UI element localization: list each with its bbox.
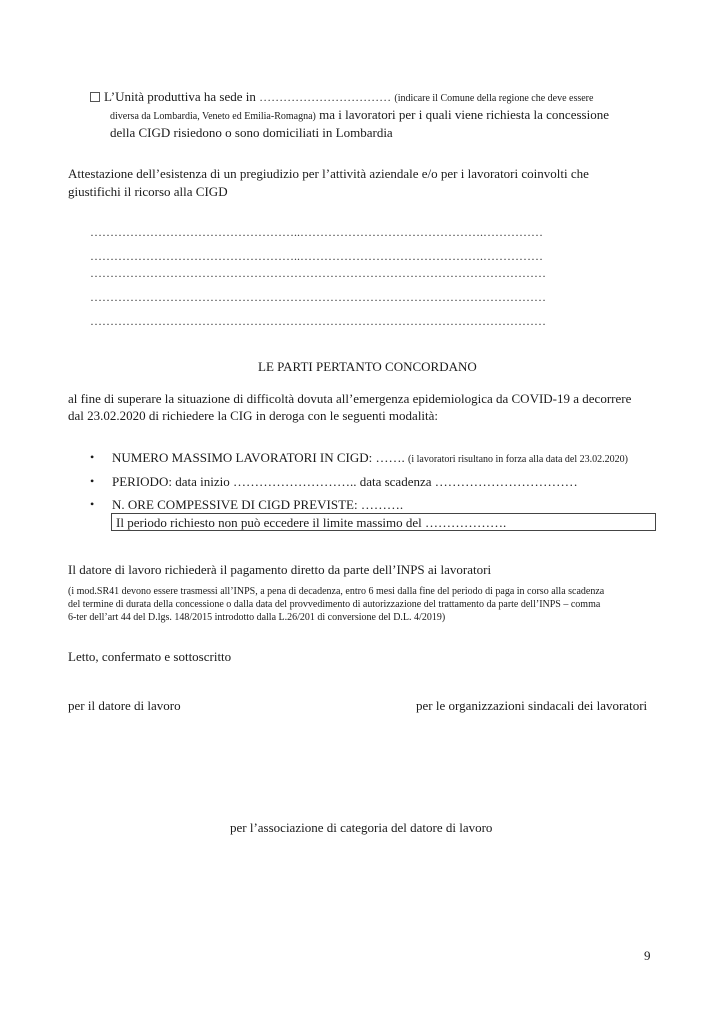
bullet1-label: NUMERO MASSIMO LAVORATORI IN CIGD: ……. <box>112 450 405 465</box>
association-signature-label: per l’associazione di categoria del datore di lavoro <box>230 820 493 835</box>
dotted-line-1[interactable]: ……………………………………………..……………………………………….…………… <box>90 225 543 239</box>
unions-signature-label: per le organizzazioni sindacali dei lavoratori <box>416 698 648 713</box>
period-limit-text: Il periodo richiesto non può eccedere il limite massimo del ………………. <box>116 515 507 530</box>
payment-note-3: 6-ter dell’art 44 del D.lgs. 148/2015 introdotto dalla L.26/201 di conversione del D.L. 4/2019) <box>68 612 446 623</box>
unit-note-2: diversa da Lombardia, Veneto ed Emilia-Romagna) <box>110 111 316 122</box>
unit-line1-text: L’Unità produttiva ha sede in <box>104 89 256 104</box>
confirmed-text: Letto, confermato e sottoscritto <box>68 649 232 664</box>
attestation-line-1: Attestazione dell’esistenza di un pregiudizio per l’attività aziendale e/o per i lavoratori coinvolti che <box>68 166 589 181</box>
dotted-line-3[interactable]: …………………………………………………………………………………………………… <box>90 266 546 280</box>
payment-note-1: (i mod.SR41 devono essere trasmessi all’INPS, a pena di decadenza, entro 6 mesi dalla fine del periodo di paga in corso alla scadenza <box>68 586 605 597</box>
unit-line-1 <box>104 88 593 107</box>
dotted-line-5[interactable]: …………………………………………………………………………………………………… <box>90 314 546 328</box>
unit-line-2 <box>110 106 609 125</box>
checkbox-icon[interactable] <box>90 92 100 102</box>
payment-line: Il datore di lavoro richiederà il pagamento diretto da parte dell’INPS ai lavoratori <box>68 562 492 577</box>
bullet-icon: • <box>90 474 95 488</box>
bullet-icon: • <box>90 497 95 511</box>
unit-dots: …………………………… <box>259 90 392 104</box>
bullet-2: PERIODO: data inizio ……………………….. data scadenza …………………………… <box>112 474 578 489</box>
unit-line2-text: ma i lavoratori per i quali viene richiesta la concessione <box>319 107 609 122</box>
dotted-line-4[interactable]: …………………………………………………………………………………………………… <box>90 290 546 304</box>
bullet1-note: (i lavoratori risultano in forza alla data del 23.02.2020) <box>408 454 628 465</box>
agreement-intro-2: dal 23.02.2020 di richiedere la CIG in deroga con le seguenti modalità: <box>68 408 439 423</box>
attestation-line-2: giustifichi il ricorso alla CIGD <box>68 184 228 199</box>
agreement-intro-1: al fine di superare la situazione di difficoltà dovuta all’emergenza epidemiologica da COVID-19 a decorrere <box>68 391 632 406</box>
employer-signature-label: per il datore di lavoro <box>68 698 181 713</box>
bullet-icon: • <box>90 450 95 464</box>
payment-note-2: del termine di durata della concessione o dalla data del provvedimento di autorizzazione del trattamento da parte dell’INPS – comma <box>68 599 601 610</box>
section-heading: LE PARTI PERTANTO CONCORDANO <box>258 359 477 374</box>
dotted-line-2[interactable]: ……………………………………………..……………………………………….…………… <box>90 249 543 263</box>
bullet-3: N. ORE COMPESSIVE DI CIGD PREVISTE: ………. <box>112 497 404 512</box>
bullet-1 <box>112 449 628 468</box>
page-number: 9 <box>644 948 651 963</box>
unit-line-3: della CIGD risiedono o sono domiciliati in Lombardia <box>110 125 393 140</box>
period-limit-box <box>111 513 656 531</box>
unit-note-1: (indicare il Comune della regione che deve essere <box>394 93 594 104</box>
